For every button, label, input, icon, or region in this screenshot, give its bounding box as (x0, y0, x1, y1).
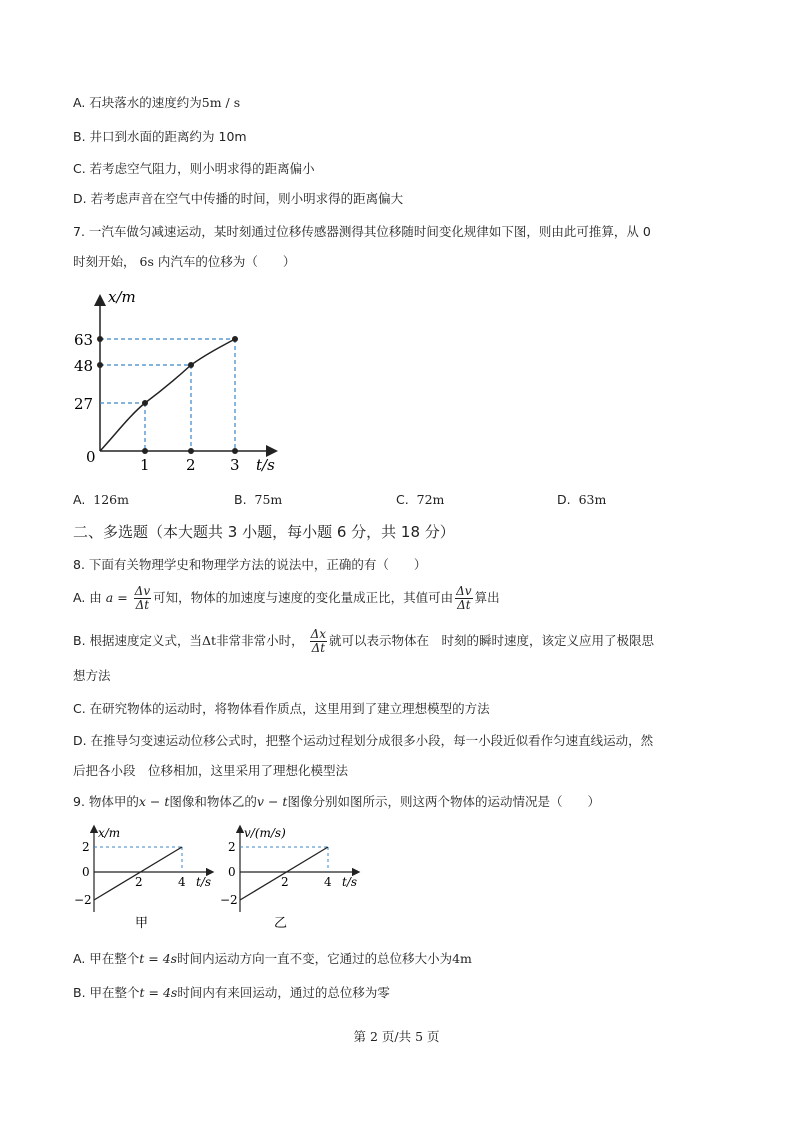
q7-option-c: C. 72m (396, 492, 445, 507)
q7-curve (100, 339, 235, 451)
q7-stem-line2: 时刻开始， 6s 内汽车的位移为（ ） (73, 254, 296, 269)
q7-y-tick: 63 (74, 331, 94, 349)
q7-xt-chart (74, 285, 280, 475)
q7-axis-point (142, 448, 148, 454)
q7-x-tick: 2 (186, 456, 196, 474)
q7-stem-line1: 7. 一汽车做匀减速运动，某时刻通过位移传感器测得其位移随时间变化规律如下图，则由此可推算，从 0 (73, 224, 651, 239)
q6-a-value: 5m / s (201, 95, 241, 110)
q7-x-tick: 1 (140, 456, 150, 474)
q7-option-d: D. 63m (557, 492, 607, 507)
q9b-x-tick: 4 (324, 875, 332, 889)
q9a-x-tick: 4 (178, 875, 186, 889)
q7-origin: 0 (86, 448, 96, 466)
q6-option-a: A. 石块落水的速度约为5m / s (73, 95, 241, 110)
q8-a-fraction: $\frac{\Delta v}{\Delta t}$ (134, 584, 151, 612)
q9b-y-tick: −2 (220, 893, 238, 907)
q8-option-a: A. 由 a = $\frac{\Delta v}{\Delta t}$ 可知，物体的加速度与速度的变化量成正比，其值可由 $\frac{\Delta v}{\Delta t}$ 算出 (73, 584, 500, 612)
q7-x-tick: 3 (230, 456, 240, 474)
q8-option-b: B. 根据速度定义式，当Δt非常非常小时， $\frac{\Delta x}{\Delta t}$ 就可以表示物体在 时刻的瞬时速度，该定义应用了极限思 (73, 627, 655, 655)
q6-option-d: D. 若考虑声音在空气中传播的时间，则小明求得的距离偏大 (73, 191, 404, 206)
section2-heading: 二、多选题（本大题共 3 小题，每小题 6 分，共 18 分） (73, 523, 455, 541)
q7-y-label: x/m (108, 288, 136, 306)
q7-y-tick: 27 (74, 395, 94, 413)
q9a-x-tick: 2 (135, 875, 143, 889)
q7-axis-point (97, 362, 103, 368)
q7-axis-point (188, 448, 194, 454)
q7-axis-point (232, 448, 238, 454)
q9-option-b: B. 甲在整个t = 4s时间内有来回运动，通过的总位移为零 (73, 985, 390, 1000)
q9b-y-label: v/(m/s) (244, 826, 286, 840)
q8-option-d-line1: D. 在推导匀变速运动位移公式时，把整个运动过程划分成很多小段，每一小段近似看作匀速直线运动，然 (73, 733, 654, 748)
q9a-y-label: x/m (98, 826, 121, 840)
q9a-y-tick: 0 (82, 865, 90, 879)
q9-stem: 9. 物体甲的x − t图像和物体乙的v − t图像分别如图所示，则这两个物体的运动情况是（ ） (73, 794, 600, 809)
q9-chart-jia (72, 822, 222, 937)
q7-x-label: t/s (256, 456, 275, 474)
q7-option-a: A. 126m (73, 492, 129, 507)
q6-option-c: C. 若考虑空气阻力，则小明求得的距离偏小 (73, 161, 315, 176)
q9a-caption: 甲 (135, 916, 149, 931)
q6-option-b: B. 井口到水面的距离约为 10m (73, 129, 247, 144)
q8-b-fraction: $\frac{\Delta x}{\Delta t}$ (310, 627, 327, 655)
q7-point (232, 336, 238, 342)
q8-option-c: C. 在研究物体的运动时，将物体看作质点，这里用到了建立理想模型的方法 (73, 701, 490, 716)
q9b-line (240, 847, 328, 900)
q7-point (142, 400, 148, 406)
q7-y-tick: 48 (74, 357, 94, 375)
q9b-caption: 乙 (274, 916, 288, 931)
q7-point (188, 362, 194, 368)
q8-stem: 8. 下面有关物理学史和物理学方法的说法中，正确的有（ ） (73, 557, 427, 572)
q8-a-fraction-2: $\frac{\Delta v}{\Delta t}$ (456, 584, 472, 612)
q9a-y-tick: 2 (82, 840, 90, 854)
q8-option-d-line2: 后把各小段 位移相加，这里采用了理想化模型法 (73, 763, 349, 778)
q9b-x-tick: 2 (281, 875, 289, 889)
q9a-y-tick: −2 (74, 893, 92, 907)
q9b-y-tick: 2 (228, 840, 236, 854)
page-footer: 第 2 页/共 5 页 (353, 1029, 440, 1044)
q8-option-b-line2: 想方法 (73, 668, 111, 683)
q7-axis-point (97, 336, 103, 342)
q9a-line (94, 847, 182, 900)
q9-chart-yi (218, 822, 368, 937)
q9-option-a: A. 甲在整个t = 4s时间内运动方向一直不变，它通过的总位移大小为4m (73, 951, 472, 966)
q9b-x-label: t/s (342, 875, 358, 889)
q7-option-b: B. 75m (234, 492, 283, 507)
q9a-x-label: t/s (196, 875, 212, 889)
q9b-y-tick: 0 (228, 865, 236, 879)
